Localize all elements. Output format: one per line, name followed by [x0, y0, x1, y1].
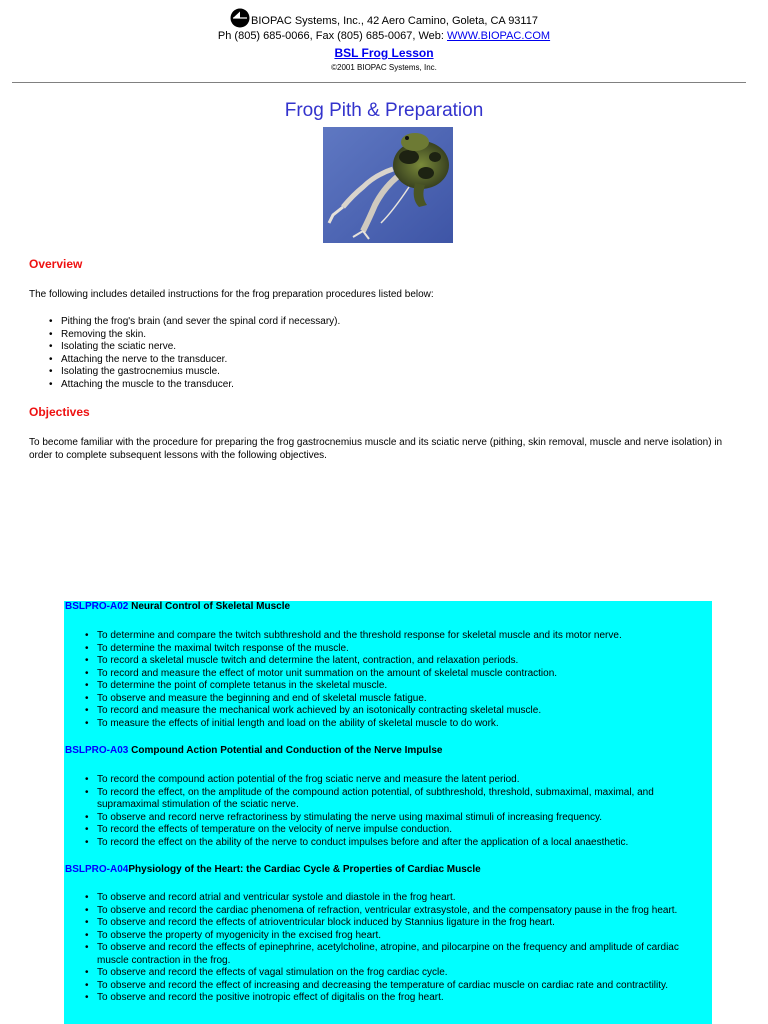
overview-heading: Overview: [29, 257, 83, 271]
list-item: • To observe and record the effects of vagal stimulation on the frog cardiac cycle.: [82, 967, 707, 980]
copyright-text: ©2001 BIOPAC Systems, Inc.: [331, 63, 437, 72]
list-item: • To record a skeletal muscle twitch and determine the latent, contraction, and relaxation periods.: [82, 655, 707, 668]
section-list-a03: [82, 774, 707, 849]
list-item: • To record the effect, on the amplitude of the compound action potential, of subthreshold, threshold, submaximal, maximal, and supramaximal stimulation of the sciatic nerve.: [82, 787, 707, 812]
list-item: • Attaching the muscle to the transducer.: [46, 379, 646, 392]
list-item: • To observe the property of myogenicity in the excised frog heart.: [82, 930, 707, 943]
list-item: • To observe and record the cardiac phenomena of refraction, ventricular extrasystole, and the compensatory pause in the frog heart.: [82, 905, 707, 918]
section-title-a04: [65, 864, 481, 876]
section-title-a02: [65, 601, 290, 613]
list-item: • Isolating the sciatic nerve.: [46, 341, 646, 354]
address-line: [0, 8, 768, 29]
phone-fax-text: Ph (805) 685-0066, Fax (805) 685-0067, Web:: [217, 30, 448, 42]
list-item: • To observe and record the positive inotropic effect of digitalis on the frog heart.: [82, 992, 707, 1005]
list-item: • To observe and record the effect of increasing and decreasing the temperature of cardiac muscle on cardiac rate and contractility.: [82, 980, 707, 993]
objectives-heading: Objectives: [29, 405, 90, 419]
list-item: • To record the effects of temperature on the velocity of nerve impulse conduction.: [82, 824, 707, 837]
list-item: • Pithing the frog's brain (and sever the spinal cord if necessary).: [46, 316, 646, 329]
section-list-a02: [82, 630, 707, 730]
biopac-logo-icon: [230, 8, 250, 28]
page-header: [0, 8, 768, 74]
section-list-a04: [82, 892, 707, 1005]
list-item: • To record and measure the mechanical work achieved by an isotonically contracting skeletal muscle.: [82, 705, 707, 718]
list-item: • To observe and record nerve refractoriness by stimulating the nerve using maximal stimuli of increasing frequency.: [82, 812, 707, 825]
header-divider: [12, 82, 746, 83]
overview-intro: The following includes detailed instructions for the frog preparation procedures listed below:: [29, 289, 434, 300]
objectives-text: To become familiar with the procedure for preparing the frog gastrocnemius muscle and its sciatic nerve (pithing, skin removal, muscle and nerve isolation) in order to complete subsequent lessons with the following objectives.: [29, 437, 723, 461]
list-item: • To record and measure the effect of motor unit summation on the amount of skeletal muscle contraction.: [82, 668, 707, 681]
list-item: • To record the compound action potential of the frog sciatic nerve and measure the latent period.: [82, 774, 707, 787]
list-item: • To determine the maximal twitch response of the muscle.: [82, 643, 707, 656]
list-item: • Removing the skin.: [46, 329, 646, 342]
company-address: BIOPAC Systems, Inc., 42 Aero Camino, Goleta, CA 93117: [251, 15, 538, 27]
list-item: • To observe and measure the beginning and end of skeletal muscle fatigue.: [82, 693, 707, 706]
list-item: • To determine and compare the twitch subthreshold and the threshold response for skeletal muscle and its motor nerve.: [82, 630, 707, 643]
contact-line: [0, 29, 768, 44]
section-name: Physiology of the Heart: the Cardiac Cycle & Properties of Cardiac Muscle: [128, 864, 481, 875]
section-code: BSLPRO-A04: [65, 864, 129, 875]
section-name: Compound Action Potential and Conduction of the Nerve Impulse: [128, 745, 443, 756]
list-item: • To observe and record the effects of epinephrine, acetylcholine, atropine, and pilocarpine on the frequency and amplitude of cardiac muscle contraction in the frog.: [82, 942, 707, 967]
section-name: Neural Control of Skeletal Muscle: [128, 601, 291, 612]
list-item: • To measure the effects of initial length and load on the ability of skeletal muscle to do work.: [82, 718, 707, 731]
section-code: BSLPRO-A03: [65, 745, 129, 756]
lesson-objectives-box: [64, 601, 712, 1024]
list-item: • To determine the point of complete tetanus in the skeletal muscle.: [82, 680, 707, 693]
section-title-a03: [65, 745, 442, 757]
list-item: • To record the effect on the ability of the nerve to conduct impulses before and after the application of a local anaesthetic.: [82, 837, 707, 850]
procedure-list: [46, 316, 646, 391]
list-item: • To observe and record the effects of atrioventricular block induced by Stannius ligature in the frog heart.: [82, 917, 707, 930]
lesson-link[interactable]: BSL Frog Lesson: [334, 46, 434, 60]
section-code: BSLPRO-A02: [65, 601, 129, 612]
website-link[interactable]: WWW.BIOPAC.COM: [447, 30, 551, 42]
frog-preparation-photo: [323, 127, 453, 243]
list-item: • To observe and record atrial and ventricular systole and diastole in the frog heart.: [82, 892, 707, 905]
page-title: Frog Pith & Preparation: [284, 100, 484, 121]
list-item: • Isolating the gastrocnemius muscle.: [46, 366, 646, 379]
list-item: • Attaching the nerve to the transducer.: [46, 354, 646, 367]
